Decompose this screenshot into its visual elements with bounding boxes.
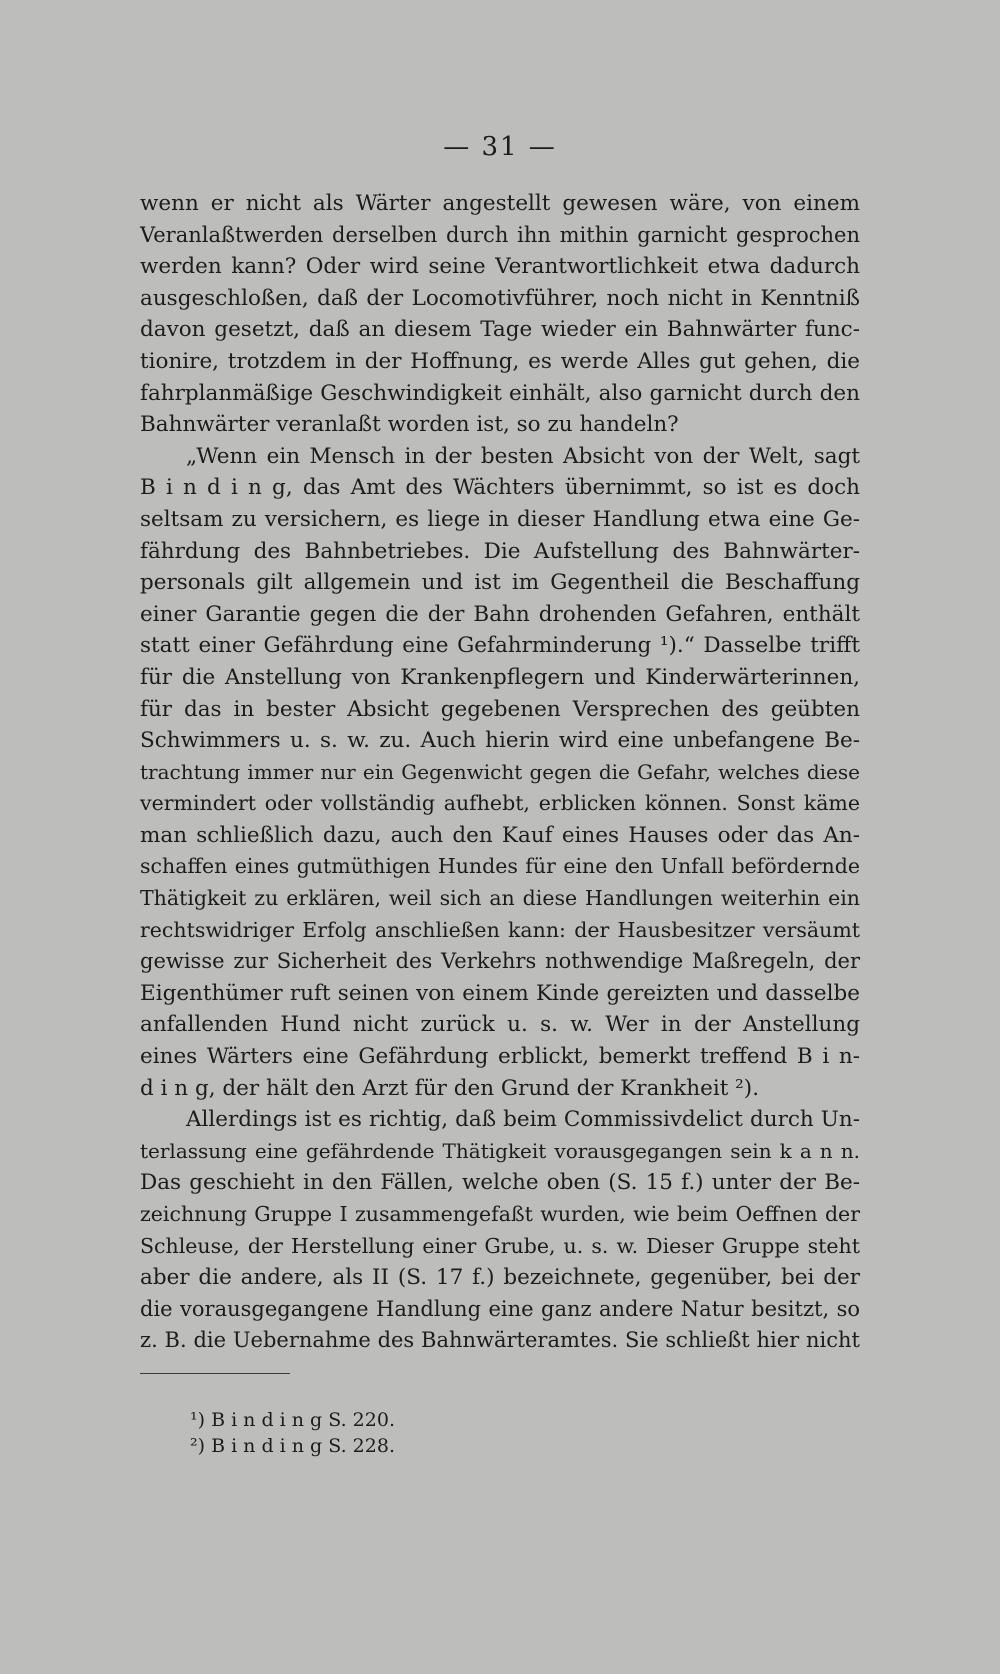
text-line: zeichnung Gruppe I zusammengefaßt wurden, wie beim Oeffnen der — [140, 1202, 860, 1226]
text-line: ausgeschloßen, daß der Locomotivführer, noch nicht in Kenntniß — [140, 285, 860, 311]
text-line: statt einer Gefährdung eine Gefahrminderung ¹).“ Dasselbe trifft — [140, 633, 860, 659]
text-line: Thätigkeit zu erklären, weil sich an diese Handlungen weiterhin ein — [140, 886, 860, 911]
footnote-divider — [140, 1373, 290, 1374]
text-line: aber die andere, als II (S. 17 f.) bezeichnete, gegenüber, bei der — [140, 1265, 860, 1291]
text-line: Schleuse, der Herstellung einer Grube, u. s. w. Dieser Gruppe steht — [140, 1233, 860, 1258]
text-line: Schwimmers u. s. w. zu. Auch hierin wird eine unbefangene Be- — [140, 728, 860, 754]
text-line: fährdung des Bahnbetriebes. Die Aufstellung des Bahnwärter- — [140, 538, 860, 564]
text-line: für die Anstellung von Krankenpflegern und Kinderwärterinnen, — [140, 664, 860, 690]
text-line: terlassung eine gefährdende Thätigkeit vorausgegangen sein k a n n. — [140, 1138, 860, 1163]
footnote: ²) B i n d i n g S. 228. — [190, 1435, 395, 1457]
text-line: personals gilt allgemein und ist im Gegentheil die Beschaffung — [140, 570, 860, 596]
text-line: für das in bester Absicht gegebenen Versprechen des geübten — [140, 696, 860, 722]
text-line: schaffen eines gutmüthigen Hundes für eine den Unfall befördernde — [140, 854, 860, 879]
footnotes — [190, 1407, 395, 1459]
text-line: davon gesetzt, daß an diesem Tage wieder ein Bahnwärter func- — [140, 317, 860, 343]
text-line: seltsam zu versichern, es liege in dieser Handlung etwa eine Ge- — [140, 506, 860, 532]
text-line: z. B. die Uebernahme des Bahnwärteramtes. Sie schließt hier nicht — [140, 1328, 860, 1353]
text-line: Das geschieht in den Fällen, welche oben (S. 15 f.) unter der Be- — [140, 1170, 860, 1196]
text-line: d i n g, der hält den Arzt für den Grund der Krankheit ²). — [140, 1075, 760, 1101]
text-line: die vorausgegangene Handlung eine ganz andere Natur besitzt, so — [140, 1296, 860, 1321]
text-line: trachtung immer nur ein Gegenwicht gegen die Gefahr, welches diese — [140, 759, 860, 784]
text-line: „Wenn ein Mensch in der besten Absicht von der Welt, sagt — [186, 443, 860, 469]
text-line: Eigenthümer ruft seinen von einem Kinde gereizten und dasselbe — [140, 980, 860, 1006]
body-text — [140, 188, 860, 1357]
text-line: tionire, trotzdem in der Hoffnung, es werde Alles gut gehen, die — [140, 348, 860, 374]
text-line: anfallenden Hund nicht zurück u. s. w. Wer in der Anstellung — [140, 1012, 860, 1038]
text-line: Veranlaßtwerden derselben durch ihn mithin garnicht gesprochen — [140, 222, 860, 247]
text-line: eines Wärters eine Gefährdung erblickt, bemerkt treffend B i n- — [140, 1044, 860, 1070]
text-line: Allerdings ist es richtig, daß beim Commissivdelict durch Un- — [186, 1107, 860, 1133]
text-line: wenn er nicht als Wärter angestellt gewesen wäre, von einem — [140, 191, 860, 216]
text-line: Bahnwärter veranlaßt worden ist, so zu handeln? — [140, 412, 679, 438]
text-line: rechtswidriger Erfolg anschließen kann: der Hausbesitzer versäumt — [140, 917, 860, 942]
text-line: werden kann? Oder wird seine Verantwortlichkeit etwa dadurch — [140, 254, 860, 280]
text-line: fahrplanmäßige Geschwindigkeit einhält, also garnicht durch den — [140, 380, 860, 406]
text-line: B i n d i n g, das Amt des Wächters übernimmt, so ist es doch — [140, 475, 860, 501]
text-line: vermindert oder vollständig aufhebt, erblicken können. Sonst käme — [140, 791, 860, 816]
text-line: man schließlich dazu, auch den Kauf eines Hauses oder das An- — [140, 822, 860, 848]
page-number: — 31 — — [443, 132, 557, 162]
text-line: gewisse zur Sicherheit des Verkehrs nothwendige Maßregeln, der — [140, 949, 860, 974]
footnote: ¹) B i n d i n g S. 220. — [190, 1409, 395, 1431]
text-line: einer Garantie gegen die der Bahn drohenden Gefahren, enthält — [140, 601, 860, 627]
